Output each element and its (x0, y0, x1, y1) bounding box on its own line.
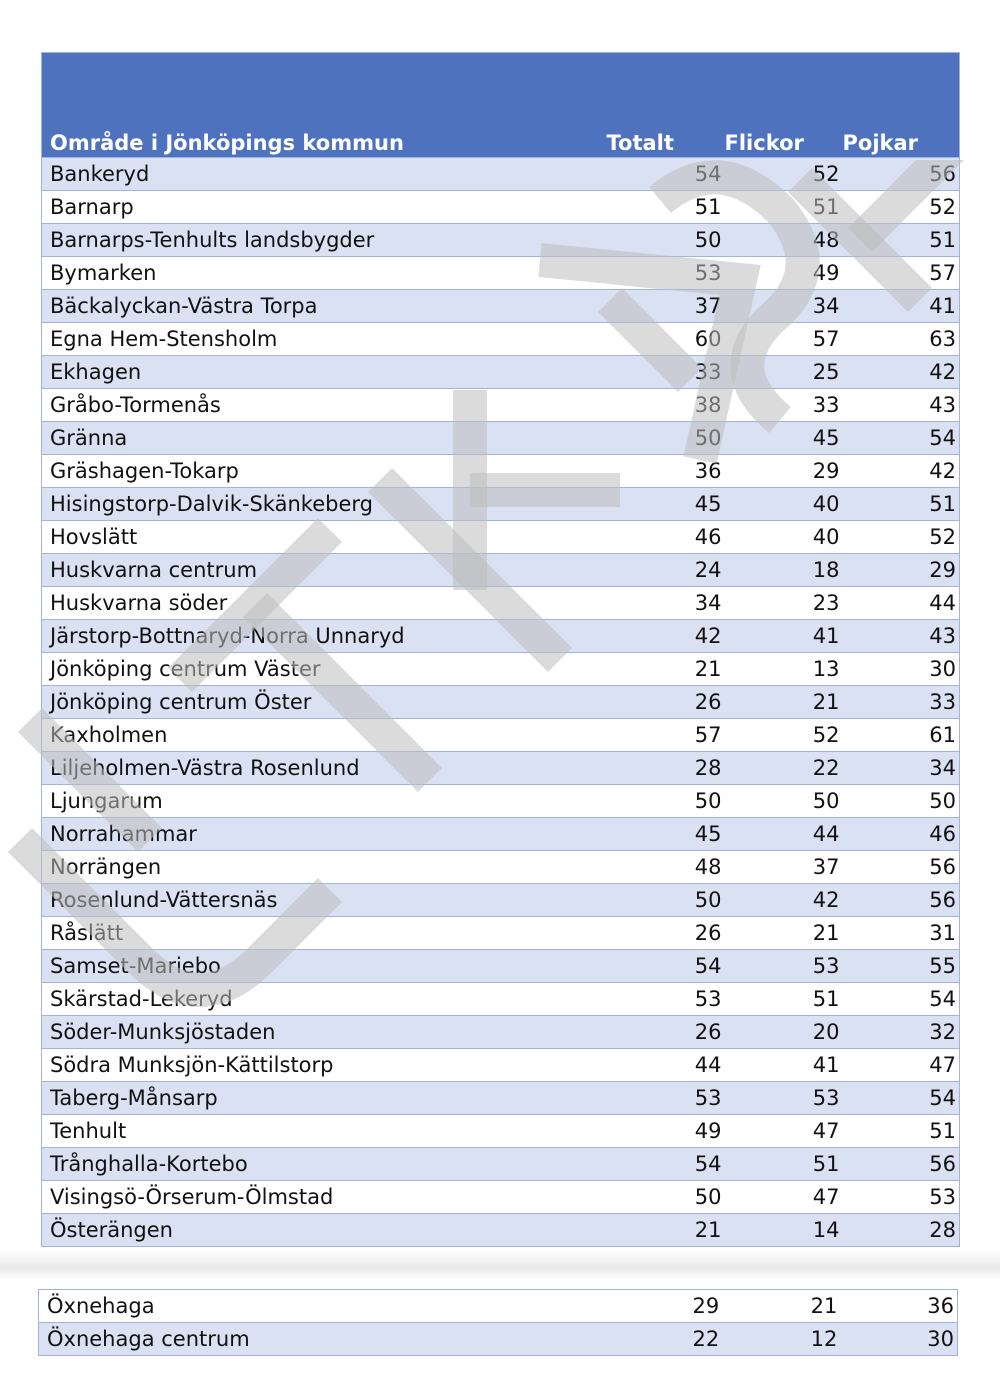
table-row (42, 719, 960, 752)
cell-area: Bäckalyckan-Västra Torpa (42, 290, 607, 323)
cell-girls: 53 (725, 950, 843, 983)
cell-area: Gränna (42, 422, 607, 455)
cell-area: Södra Munksjön-Kättilstorp (42, 1049, 607, 1082)
cell-boys: 42 (843, 356, 960, 389)
table-row (42, 1214, 960, 1247)
cell-boys: 47 (843, 1049, 960, 1082)
cell-boys: 54 (843, 1082, 960, 1115)
cell-area: Egna Hem-Stensholm (42, 323, 607, 356)
cell-girls: 33 (725, 389, 843, 422)
cell-total: 37 (607, 290, 725, 323)
cell-total: 44 (607, 1049, 725, 1082)
cell-total: 53 (607, 983, 725, 1016)
cell-girls: 21 (725, 686, 843, 719)
table-row (42, 851, 960, 884)
table-header-row (42, 53, 960, 158)
cell-boys: 63 (843, 323, 960, 356)
cell-boys: 56 (843, 1148, 960, 1181)
cell-area: Jönköping centrum Öster (42, 686, 607, 719)
cell-area: Järstorp-Bottnaryd-Norra Unnaryd (42, 620, 607, 653)
cell-total: 60 (607, 323, 725, 356)
cell-area: Råslätt (42, 917, 607, 950)
cell-boys: 33 (843, 686, 960, 719)
cell-boys: 30 (840, 1323, 957, 1356)
header-total: Totalt (607, 53, 725, 158)
cell-boys: 32 (843, 1016, 960, 1049)
cell-total: 26 (607, 917, 725, 950)
table-row (42, 1181, 960, 1214)
cell-boys: 51 (843, 488, 960, 521)
cell-area: Rosenlund-Vättersnäs (42, 884, 607, 917)
cell-total: 54 (607, 158, 725, 191)
cell-area: Kaxholmen (42, 719, 607, 752)
cell-girls: 21 (722, 1290, 840, 1323)
cell-total: 24 (607, 554, 725, 587)
cell-girls: 23 (725, 587, 843, 620)
cell-area: Bankeryd (42, 158, 607, 191)
cell-girls: 48 (725, 224, 843, 257)
cell-girls: 52 (725, 158, 843, 191)
cell-boys: 53 (843, 1181, 960, 1214)
table-row (42, 521, 960, 554)
cell-area: Liljeholmen-Västra Rosenlund (42, 752, 607, 785)
cell-boys: 52 (843, 521, 960, 554)
table-row (42, 356, 960, 389)
cell-girls: 57 (725, 323, 843, 356)
cell-total: 26 (607, 1016, 725, 1049)
cell-total: 42 (607, 620, 725, 653)
cell-area: Norrahammar (42, 818, 607, 851)
cell-total: 36 (607, 455, 725, 488)
cell-total: 21 (607, 1214, 725, 1247)
cell-boys: 56 (843, 158, 960, 191)
cell-area: Skärstad-Lekeryd (42, 983, 607, 1016)
cell-girls: 37 (725, 851, 843, 884)
cell-total: 49 (607, 1115, 725, 1148)
table-row (42, 389, 960, 422)
cell-girls: 52 (725, 719, 843, 752)
table-row (42, 422, 960, 455)
header-area: Område i Jönköpings kommun (42, 53, 607, 158)
cell-girls: 40 (725, 488, 843, 521)
cell-girls: 49 (725, 257, 843, 290)
cell-boys: 28 (843, 1214, 960, 1247)
cell-boys: 46 (843, 818, 960, 851)
cell-area: Norrängen (42, 851, 607, 884)
cell-boys: 42 (843, 455, 960, 488)
table-row (42, 158, 960, 191)
table-row (42, 785, 960, 818)
cell-girls: 21 (725, 917, 843, 950)
table-row (42, 620, 960, 653)
table-row (42, 653, 960, 686)
cell-boys: 43 (843, 620, 960, 653)
table-row (42, 224, 960, 257)
cell-girls: 51 (725, 191, 843, 224)
table-row (42, 323, 960, 356)
results-table-page-2 (38, 1289, 958, 1356)
cell-total: 21 (607, 653, 725, 686)
cell-girls: 12 (722, 1323, 840, 1356)
cell-girls: 25 (725, 356, 843, 389)
cell-total: 53 (607, 257, 725, 290)
table-row (42, 488, 960, 521)
cell-total: 53 (607, 1082, 725, 1115)
table-row (39, 1323, 958, 1356)
cell-boys: 61 (843, 719, 960, 752)
cell-girls: 41 (725, 1049, 843, 1082)
cell-girls: 42 (725, 884, 843, 917)
cell-girls: 14 (725, 1214, 843, 1247)
cell-area: Gråbo-Tormenås (42, 389, 607, 422)
cell-girls: 18 (725, 554, 843, 587)
cell-total: 33 (607, 356, 725, 389)
table-row (42, 884, 960, 917)
cell-area: Gräshagen-Tokarp (42, 455, 607, 488)
cell-total: 29 (604, 1290, 722, 1323)
cell-total: 46 (607, 521, 725, 554)
table-row (42, 1016, 960, 1049)
table-row (42, 752, 960, 785)
page-break-shade (0, 1250, 1000, 1280)
cell-girls: 44 (725, 818, 843, 851)
cell-total: 26 (607, 686, 725, 719)
cell-boys: 55 (843, 950, 960, 983)
cell-boys: 56 (843, 884, 960, 917)
cell-area: Bymarken (42, 257, 607, 290)
cell-area: Söder-Munksjöstaden (42, 1016, 607, 1049)
cell-total: 38 (607, 389, 725, 422)
cell-total: 50 (607, 422, 725, 455)
table-row (42, 587, 960, 620)
cell-total: 28 (607, 752, 725, 785)
cell-area: Taberg-Månsarp (42, 1082, 607, 1115)
header-girls: Flickor (725, 53, 843, 158)
cell-girls: 22 (725, 752, 843, 785)
cell-boys: 31 (843, 917, 960, 950)
cell-total: 50 (607, 224, 725, 257)
cell-boys: 36 (840, 1290, 957, 1323)
table-row (42, 818, 960, 851)
table-row (42, 257, 960, 290)
cell-total: 50 (607, 884, 725, 917)
cell-boys: 57 (843, 257, 960, 290)
cell-total: 34 (607, 587, 725, 620)
cell-boys: 41 (843, 290, 960, 323)
cell-area: Trånghalla-Kortebo (42, 1148, 607, 1181)
cell-area: Huskvarna söder (42, 587, 607, 620)
cell-area: Barnarp (42, 191, 607, 224)
cell-boys: 52 (843, 191, 960, 224)
cell-boys: 50 (843, 785, 960, 818)
cell-total: 45 (607, 488, 725, 521)
results-table-continued (38, 1289, 958, 1356)
table-row (42, 290, 960, 323)
table-row (42, 1082, 960, 1115)
table-row (42, 917, 960, 950)
cell-total: 54 (607, 1148, 725, 1181)
cell-area: Ljungarum (42, 785, 607, 818)
cell-boys: 56 (843, 851, 960, 884)
cell-boys: 54 (843, 983, 960, 1016)
table-row (42, 1049, 960, 1082)
cell-total: 50 (607, 1181, 725, 1214)
cell-girls: 47 (725, 1115, 843, 1148)
cell-boys: 29 (843, 554, 960, 587)
table-row (39, 1290, 958, 1323)
table-row (42, 554, 960, 587)
cell-total: 45 (607, 818, 725, 851)
cell-girls: 45 (725, 422, 843, 455)
cell-boys: 51 (843, 1115, 960, 1148)
cell-area: Öxnehaga (39, 1290, 605, 1323)
table-row (42, 686, 960, 719)
cell-boys: 30 (843, 653, 960, 686)
results-table (41, 52, 960, 1247)
cell-boys: 51 (843, 224, 960, 257)
table-row (42, 455, 960, 488)
cell-area: Jönköping centrum Väster (42, 653, 607, 686)
cell-area: Hisingstorp-Dalvik-Skänkeberg (42, 488, 607, 521)
cell-area: Öxnehaga centrum (39, 1323, 605, 1356)
table-row (42, 950, 960, 983)
results-table-page-1 (41, 52, 959, 1247)
header-boys: Pojkar (843, 53, 960, 158)
cell-girls: 41 (725, 620, 843, 653)
cell-girls: 51 (725, 983, 843, 1016)
cell-girls: 50 (725, 785, 843, 818)
cell-area: Ekhagen (42, 356, 607, 389)
cell-girls: 51 (725, 1148, 843, 1181)
cell-area: Tenhult (42, 1115, 607, 1148)
cell-total: 54 (607, 950, 725, 983)
table-row (42, 1115, 960, 1148)
cell-area: Barnarps-Tenhults landsbygder (42, 224, 607, 257)
cell-girls: 53 (725, 1082, 843, 1115)
cell-area: Visingsö-Örserum-Ölmstad (42, 1181, 607, 1214)
cell-girls: 40 (725, 521, 843, 554)
cell-boys: 44 (843, 587, 960, 620)
table-row (42, 1148, 960, 1181)
cell-area: Österängen (42, 1214, 607, 1247)
cell-total: 51 (607, 191, 725, 224)
cell-boys: 34 (843, 752, 960, 785)
cell-area: Hovslätt (42, 521, 607, 554)
cell-girls: 34 (725, 290, 843, 323)
cell-girls: 20 (725, 1016, 843, 1049)
cell-boys: 43 (843, 389, 960, 422)
cell-total: 50 (607, 785, 725, 818)
cell-area: Samset-Mariebo (42, 950, 607, 983)
cell-total: 22 (604, 1323, 722, 1356)
cell-area: Huskvarna centrum (42, 554, 607, 587)
cell-boys: 54 (843, 422, 960, 455)
table-row (42, 983, 960, 1016)
cell-total: 57 (607, 719, 725, 752)
cell-total: 48 (607, 851, 725, 884)
cell-girls: 29 (725, 455, 843, 488)
cell-girls: 47 (725, 1181, 843, 1214)
table-row (42, 191, 960, 224)
cell-girls: 13 (725, 653, 843, 686)
